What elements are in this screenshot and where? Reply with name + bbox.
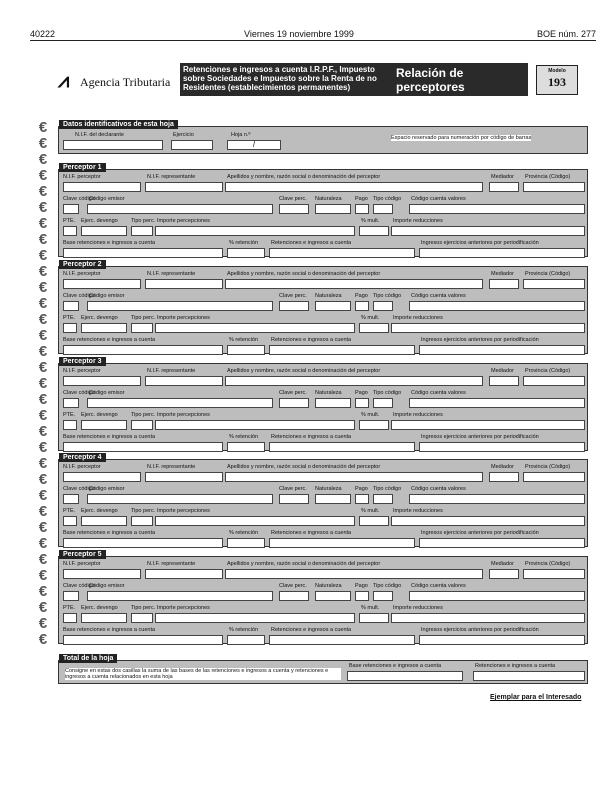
provincia-label: Provincia (Código) [525,561,571,567]
importe-percepciones-label: Importe percepciones [157,508,210,514]
total-ret-label: Retenciones e ingresos a cuenta [475,663,556,669]
importe-reducciones-label: Importe reducciones [393,218,443,224]
perceptor-section [58,551,588,644]
naturaleza-label: Naturaleza [315,583,342,589]
pct-retencion-field[interactable] [227,248,265,258]
tipo-codigo-field[interactable] [373,398,393,408]
tipo-perc-label: Tipo perc. [131,218,156,224]
perceptor-caption: Perceptor 5 [59,550,106,559]
tipo-codigo-field[interactable] [373,591,393,601]
clave-perc-label: Clave perc. [279,583,307,589]
importe-reducciones-field[interactable] [391,613,585,623]
pct-mult-field[interactable] [359,323,389,333]
tipo-codigo-label: Tipo código [373,293,402,299]
clave-codigo-label: Clave código [63,583,95,589]
clave-codigo-label: Clave código [63,293,95,299]
euro-icon: € [38,311,48,328]
pct-mult-label: % mult. [361,218,380,224]
ejerc-devengo-label: Ejerc. devengo [81,218,118,224]
ingresos-anteriores-label: Ingresos ejercicios anteriores por periodificación [421,337,539,343]
ingresos-anteriores-field[interactable] [419,538,585,548]
euro-icon: € [38,407,48,424]
euro-icon: € [38,551,48,568]
retenciones-label: Retenciones e ingresos a cuenta [271,627,352,633]
apellidos-field[interactable] [225,279,483,289]
ejerc-devengo-field[interactable] [81,323,127,333]
provincia-field[interactable] [523,472,585,482]
pct-mult-field[interactable] [359,613,389,623]
euro-icon: € [38,231,48,248]
euro-icon: € [38,215,48,232]
apellidos-field[interactable] [225,569,483,579]
codigo-emisor-label: Código emisor [89,293,125,299]
modelo-label: Modelo [548,68,566,74]
euro-icon: € [38,631,48,648]
apellidos-field[interactable] [225,376,483,386]
importe-reducciones-label: Importe reducciones [393,315,443,321]
clave-perc-label: Clave perc. [279,390,307,396]
pct-mult-label: % mult. [361,508,380,514]
euro-icon: € [38,199,48,216]
euro-icon: € [38,295,48,312]
tipo-perc-label: Tipo perc. [131,605,156,611]
nif-declarante-label: N.I.F. del declarante [75,132,124,138]
euro-icon: € [38,359,48,376]
ejerc-devengo-label: Ejerc. devengo [81,412,118,418]
nif-perceptor-field[interactable] [63,182,141,192]
agency-logo [58,69,178,95]
mediador-field[interactable] [489,569,519,579]
importe-percepciones-field[interactable] [155,420,355,430]
mediador-label: Mediador [491,174,514,180]
naturaleza-label: Naturaleza [315,196,342,202]
codigo-cuenta-field[interactable] [409,398,585,408]
pct-mult-field[interactable] [359,420,389,430]
form-title: Relación de perceptores [392,63,528,96]
euro-icon: € [38,535,48,552]
importe-reducciones-field[interactable] [391,516,585,526]
euro-icon: € [38,487,48,504]
pte-field[interactable] [63,613,77,623]
pct-retencion-field[interactable] [227,538,265,548]
modelo-box [536,65,578,95]
mediador-field[interactable] [489,376,519,386]
nif-perceptor-field[interactable] [63,569,141,579]
pago-label: Pago [355,390,368,396]
pte-field[interactable] [63,420,77,430]
naturaleza-field[interactable] [315,591,351,601]
ingresos-anteriores-field[interactable] [419,635,585,645]
importe-reducciones-label: Importe reducciones [393,412,443,418]
naturaleza-label: Naturaleza [315,293,342,299]
ejerc-devengo-field[interactable] [81,420,127,430]
codigo-cuenta-field[interactable] [409,591,585,601]
clave-perc-field[interactable] [279,591,309,601]
importe-percepciones-label: Importe percepciones [157,218,210,224]
clave-codigo-label: Clave código [63,486,95,492]
ejerc-devengo-label: Ejerc. devengo [81,315,118,321]
importe-percepciones-field[interactable] [155,323,355,333]
pago-label: Pago [355,583,368,589]
codigo-emisor-field[interactable] [87,398,273,408]
clave-codigo-field[interactable] [63,591,79,601]
euro-icon: € [38,135,48,152]
nif-perceptor-field[interactable] [63,472,141,482]
ingresos-anteriores-label: Ingresos ejercicios anteriores por periodificación [421,530,539,536]
clave-codigo-field[interactable] [63,204,79,214]
codigo-emisor-field[interactable] [87,494,273,504]
perceptor-section [58,454,588,547]
total-ret-field[interactable] [473,671,585,681]
euro-icon: € [38,183,48,200]
euro-icon: € [38,375,48,392]
pte-label: PTE. [63,508,76,514]
nif-representante-field[interactable] [145,472,223,482]
perceptor-caption: Perceptor 2 [59,260,106,269]
pct-retencion-label: % retención [229,240,259,246]
codigo-cuenta-field[interactable] [409,204,585,214]
euro-icon: € [38,247,48,264]
retenciones-label: Retenciones e ingresos a cuenta [271,240,352,246]
clave-codigo-field[interactable] [63,301,79,311]
nif-representante-label: N.I.F. representante [147,174,196,180]
pct-retencion-field[interactable] [227,345,265,355]
perceptor-caption: Perceptor 3 [59,357,106,366]
pct-mult-label: % mult. [361,315,380,321]
perceptor-section [58,261,588,354]
importe-reducciones-label: Importe reducciones [393,508,443,514]
pct-mult-field[interactable] [359,226,389,236]
nif-representante-label: N.I.F. representante [147,271,196,277]
apellidos-label: Apellidos y nombre, razón social o denominación del perceptor [227,561,381,567]
importe-percepciones-field[interactable] [155,226,355,236]
tipo-perc-field[interactable] [131,613,153,623]
codigo-cuenta-label: Código cuenta valores [411,390,466,396]
tipo-perc-label: Tipo perc. [131,508,156,514]
base-retenciones-label: Base retenciones e ingresos a cuenta [63,530,156,536]
pct-retencion-label: % retención [229,337,259,343]
total-note: Consigne en estas dos casillas la suma de las bases de las retenciones e ingresos a cuenta y retenciones e ingresos a cuenta relacionados en esta hoja [65,668,341,680]
retenciones-field[interactable] [269,345,415,355]
euro-icon: € [38,120,48,136]
provincia-field[interactable] [523,182,585,192]
tipo-codigo-field[interactable] [373,204,393,214]
tipo-codigo-label: Tipo código [373,390,402,396]
retenciones-field[interactable] [269,635,415,645]
ingresos-anteriores-label: Ingresos ejercicios anteriores por periodificación [421,240,539,246]
mediador-label: Mediador [491,464,514,470]
clave-perc-field[interactable] [279,398,309,408]
clave-codigo-label: Clave código [63,196,95,202]
pct-retencion-label: % retención [229,434,259,440]
ejerc-devengo-field[interactable] [81,516,127,526]
perceptor-section [58,164,588,257]
nif-representante-label: N.I.F. representante [147,464,196,470]
pago-label: Pago [355,486,368,492]
pte-field[interactable] [63,323,77,333]
euro-icon: € [38,567,48,584]
euro-icon: € [38,263,48,280]
tipo-perc-label: Tipo perc. [131,315,156,321]
mediador-label: Mediador [491,561,514,567]
clave-perc-field[interactable] [279,494,309,504]
pte-field[interactable] [63,226,77,236]
base-retenciones-label: Base retenciones e ingresos a cuenta [63,434,156,440]
pct-mult-field[interactable] [359,516,389,526]
ejerc-devengo-label: Ejerc. devengo [81,605,118,611]
ejercicio-label: Ejercicio [173,132,194,138]
importe-reducciones-field[interactable] [391,226,585,236]
clave-codigo-label: Clave código [63,390,95,396]
retenciones-label: Retenciones e ingresos a cuenta [271,337,352,343]
base-retenciones-label: Base retenciones e ingresos a cuenta [63,240,156,246]
agency-name: Agencia Tributaria [80,75,171,89]
pct-mult-label: % mult. [361,605,380,611]
naturaleza-label: Naturaleza [315,486,342,492]
codigo-emisor-label: Código emisor [89,196,125,202]
importe-percepciones-field[interactable] [155,613,355,623]
codigo-emisor-field[interactable] [87,591,273,601]
base-retenciones-field[interactable] [63,248,223,258]
codigo-cuenta-label: Código cuenta valores [411,196,466,202]
codigo-cuenta-field[interactable] [409,494,585,504]
perceptor-caption: Perceptor 1 [59,163,106,172]
nif-perceptor-label: N.I.F. perceptor [63,464,101,470]
hoja-label: Hoja n.º [231,132,251,138]
perceptor-caption: Perceptor 4 [59,453,106,462]
naturaleza-field[interactable] [315,398,351,408]
pago-field[interactable] [355,204,369,214]
importe-percepciones-field[interactable] [155,516,355,526]
pago-field[interactable] [355,398,369,408]
base-retenciones-label: Base retenciones e ingresos a cuenta [63,627,156,633]
pago-field[interactable] [355,494,369,504]
euro-icon: € [38,455,48,472]
apellidos-field[interactable] [225,182,483,192]
apellidos-label: Apellidos y nombre, razón social o denominación del perceptor [227,464,381,470]
provincia-field[interactable] [523,569,585,579]
clave-perc-label: Clave perc. [279,196,307,202]
nif-perceptor-field[interactable] [63,376,141,386]
total-caption: Total de la hoja [59,654,117,663]
nif-perceptor-label: N.I.F. perceptor [63,174,101,180]
ingresos-anteriores-field[interactable] [419,248,585,258]
euro-icon: € [38,327,48,344]
tipo-perc-field[interactable] [131,516,153,526]
pct-retencion-field[interactable] [227,635,265,645]
provincia-field[interactable] [523,279,585,289]
euro-icon: € [38,503,48,520]
euro-icon: € [38,439,48,456]
tipo-codigo-field[interactable] [373,494,393,504]
codigo-emisor-field[interactable] [87,301,273,311]
ingresos-anteriores-label: Ingresos ejercicios anteriores por periodificación [421,627,539,633]
codigo-cuenta-label: Código cuenta valores [411,583,466,589]
clave-perc-label: Clave perc. [279,486,307,492]
euro-icon: € [38,167,48,184]
form-header [58,63,596,101]
apellidos-label: Apellidos y nombre, razón social o denominación del perceptor [227,271,381,277]
page-date: Viernes 19 noviembre 1999 [244,29,354,39]
tipo-perc-field[interactable] [131,323,153,333]
nif-representante-field[interactable] [145,279,223,289]
mediador-field[interactable] [489,279,519,289]
perceptor-section [58,358,588,451]
importe-percepciones-label: Importe percepciones [157,315,210,321]
retenciones-field[interactable] [269,442,415,452]
page-header [30,29,596,41]
pago-field[interactable] [355,301,369,311]
ident-caption: Datos identificativos de esta hoja [59,120,178,129]
codigo-emisor-label: Código emisor [89,486,125,492]
pte-field[interactable] [63,516,77,526]
pte-label: PTE. [63,605,76,611]
ejercicio-field[interactable] [171,140,213,150]
retenciones-label: Retenciones e ingresos a cuenta [271,530,352,536]
euro-icon: € [38,599,48,616]
euro-icon: € [38,343,48,360]
base-retenciones-field[interactable] [63,538,223,548]
ejerc-devengo-field[interactable] [81,226,127,236]
clave-perc-label: Clave perc. [279,293,307,299]
nif-representante-field[interactable] [145,569,223,579]
codigo-emisor-label: Código emisor [89,390,125,396]
provincia-field[interactable] [523,376,585,386]
base-retenciones-field[interactable] [63,635,223,645]
clave-codigo-field[interactable] [63,494,79,504]
hoja-field[interactable]: / [227,140,281,150]
ejerc-devengo-field[interactable] [81,613,127,623]
total-section [58,655,588,684]
mediador-field[interactable] [489,472,519,482]
euro-icon: € [38,423,48,440]
page-number: 40222 [30,29,56,39]
nif-representante-field[interactable] [145,376,223,386]
importe-percepciones-label: Importe percepciones [157,412,210,418]
base-retenciones-label: Base retenciones e ingresos a cuenta [63,337,156,343]
retenciones-label: Retenciones e ingresos a cuenta [271,434,352,440]
tipo-codigo-label: Tipo código [373,583,402,589]
mediador-field[interactable] [489,182,519,192]
provincia-label: Provincia (Código) [525,368,571,374]
pte-label: PTE. [63,412,76,418]
naturaleza-field[interactable] [315,301,351,311]
tipo-codigo-label: Tipo código [373,196,402,202]
footer-copy: Ejemplar para el Interesado [490,694,582,701]
clave-codigo-field[interactable] [63,398,79,408]
boe-number: BOE núm. 277 [536,29,596,39]
retenciones-field[interactable] [269,248,415,258]
agency-mark-icon: ⩘ [58,70,70,92]
naturaleza-field[interactable] [315,494,351,504]
euro-icon: € [38,583,48,600]
ident-section [58,121,588,154]
euro-icon: € [38,615,48,632]
importe-reducciones-field[interactable] [391,323,585,333]
codigo-emisor-label: Código emisor [89,583,125,589]
mediador-label: Mediador [491,271,514,277]
euro-icon: € [38,471,48,488]
pct-mult-label: % mult. [361,412,380,418]
apellidos-field[interactable] [225,472,483,482]
codigo-cuenta-label: Código cuenta valores [411,293,466,299]
barcode-note: Espacio reservado para numeración por código de barras [391,135,532,141]
tipo-codigo-field[interactable] [373,301,393,311]
tipo-perc-field[interactable] [131,226,153,236]
retenciones-field[interactable] [269,538,415,548]
ingresos-anteriores-label: Ingresos ejercicios anteriores por periodificación [421,434,539,440]
clave-perc-field[interactable] [279,204,309,214]
euro-icon: € [38,279,48,296]
base-retenciones-field[interactable] [63,345,223,355]
nif-perceptor-label: N.I.F. perceptor [63,561,101,567]
codigo-cuenta-field[interactable] [409,301,585,311]
naturaleza-field[interactable] [315,204,351,214]
codigo-emisor-field[interactable] [87,204,273,214]
pct-retencion-field[interactable] [227,442,265,452]
pago-label: Pago [355,196,368,202]
clave-perc-field[interactable] [279,301,309,311]
nif-declarante-field[interactable] [63,140,163,150]
apellidos-label: Apellidos y nombre, razón social o denominación del perceptor [227,368,381,374]
base-retenciones-field[interactable] [63,442,223,452]
form-description: Retenciones e ingresos a cuenta I.R.P.F., Impuesto sobre Sociedades e Impuesto sobre la Renta de no Residentes (establecimientos permanentes) [180,63,392,96]
modelo-number: 193 [548,75,566,89]
ingresos-anteriores-field[interactable] [419,442,585,452]
euro-icon: € [38,391,48,408]
pte-label: PTE. [63,218,76,224]
euro-icon: € [38,519,48,536]
apellidos-label: Apellidos y nombre, razón social o denominación del perceptor [227,174,381,180]
nif-perceptor-field[interactable] [63,279,141,289]
tipo-perc-label: Tipo perc. [131,412,156,418]
pago-field[interactable] [355,591,369,601]
euro-strip [32,120,54,648]
tipo-perc-field[interactable] [131,420,153,430]
importe-percepciones-label: Importe percepciones [157,605,210,611]
provincia-label: Provincia (Código) [525,464,571,470]
ejerc-devengo-label: Ejerc. devengo [81,508,118,514]
codigo-cuenta-label: Código cuenta valores [411,486,466,492]
nif-perceptor-label: N.I.F. perceptor [63,271,101,277]
ingresos-anteriores-field[interactable] [419,345,585,355]
tipo-codigo-label: Tipo código [373,486,402,492]
nif-representante-label: N.I.F. representante [147,368,196,374]
pte-label: PTE. [63,315,76,321]
provincia-label: Provincia (Código) [525,271,571,277]
pct-retencion-label: % retención [229,627,259,633]
pago-label: Pago [355,293,368,299]
mediador-label: Mediador [491,368,514,374]
provincia-label: Provincia (Código) [525,174,571,180]
total-base-field[interactable] [347,671,463,681]
importe-reducciones-label: Importe reducciones [393,605,443,611]
nif-perceptor-label: N.I.F. perceptor [63,368,101,374]
nif-representante-field[interactable] [145,182,223,192]
pct-retencion-label: % retención [229,530,259,536]
naturaleza-label: Naturaleza [315,390,342,396]
total-base-label: Base retenciones e ingresos a cuenta [349,663,442,669]
importe-reducciones-field[interactable] [391,420,585,430]
nif-representante-label: N.I.F. representante [147,561,196,567]
euro-icon: € [38,151,48,168]
